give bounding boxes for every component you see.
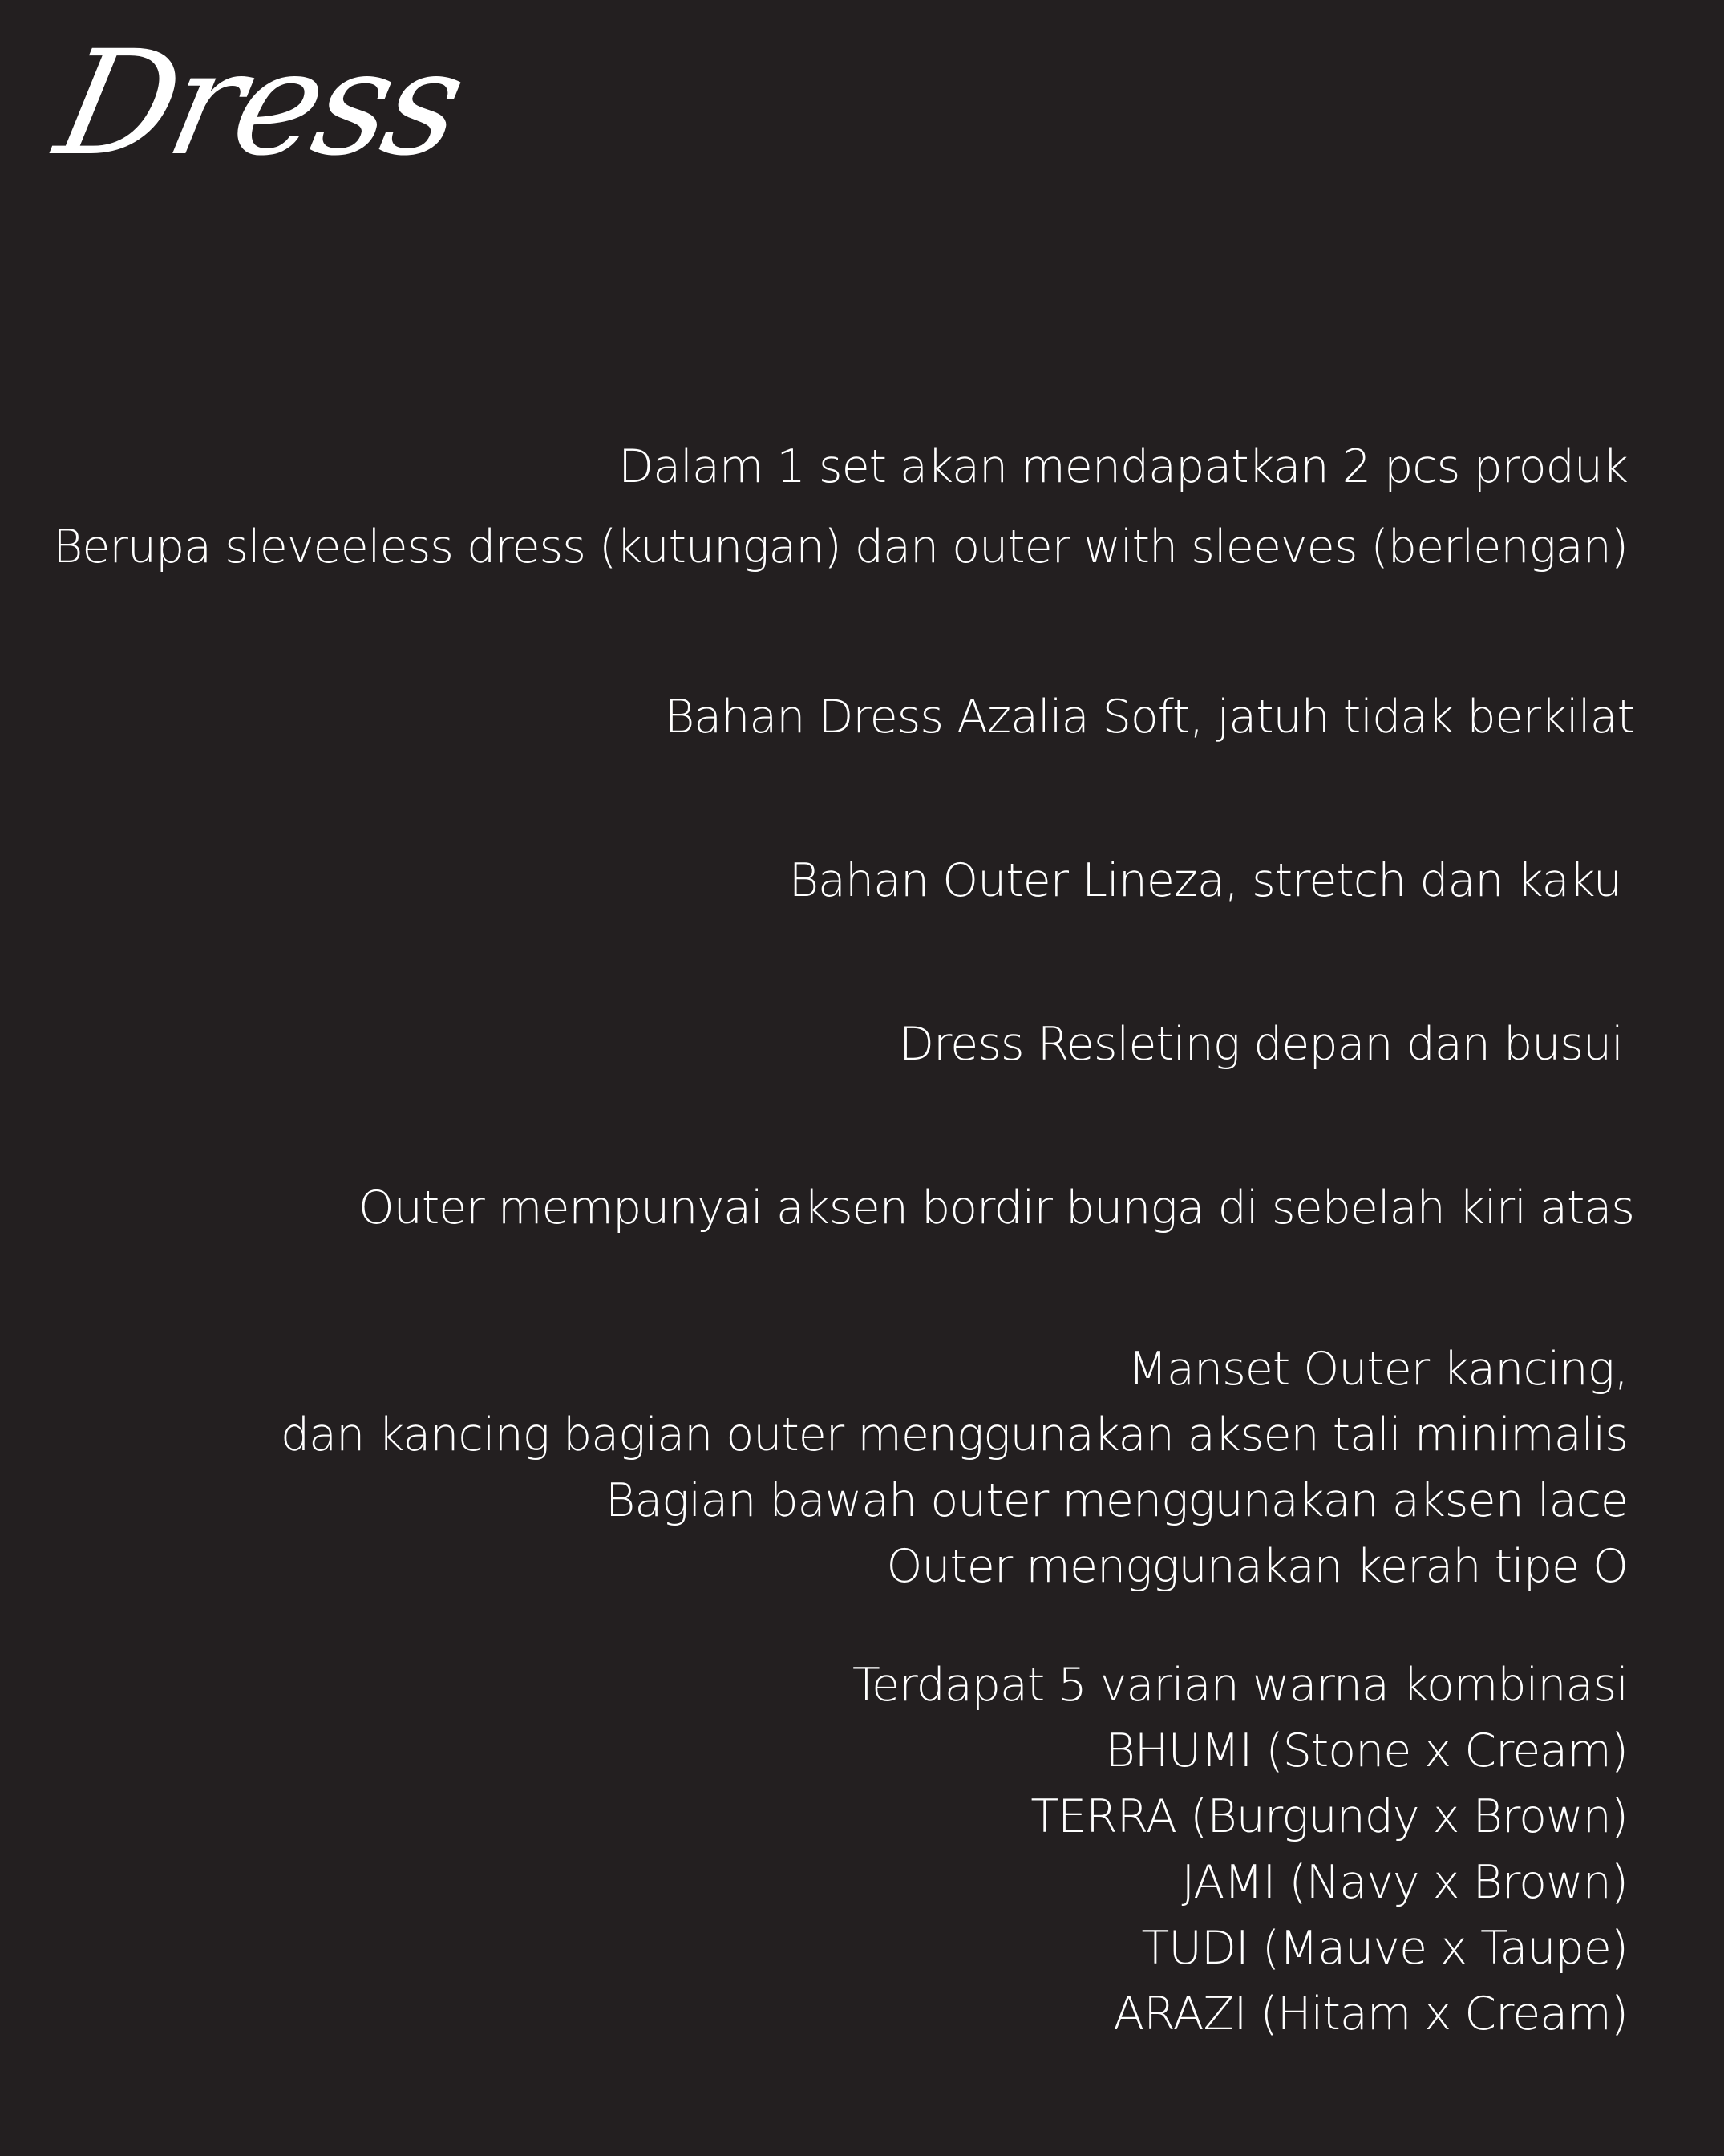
color-variant-item: TUDI (Mauve x Taupe): [1141, 1922, 1628, 1975]
color-variant-item: BHUMI (Stone x Cream): [1105, 1724, 1628, 1777]
description-line: dan kancing bagian outer menggunakan aksen tali minimalis: [281, 1408, 1628, 1461]
set-contents-block: [53, 427, 1628, 587]
color-variant-item: ARAZI (Hitam x Cream): [1113, 1988, 1628, 2040]
description-line: Dalam 1 set akan mendapatkan 2 pcs produk: [618, 440, 1628, 493]
description-line: Bagian bawah outer menggunakan aksen lace: [605, 1474, 1628, 1527]
description-line: Bahan Outer Lineza, stretch dan kaku: [788, 854, 1621, 907]
outer-embroidery-block: [358, 1168, 1634, 1248]
outer-material-block: [789, 841, 1621, 921]
dress-material-block: [665, 677, 1634, 757]
color-variant-item: JAMI (Navy x Brown): [1181, 1856, 1628, 1909]
outer-details-block: [281, 1336, 1628, 1599]
description-line: Outer menggunakan kerah tipe O: [886, 1540, 1628, 1593]
description-line: Dress Resleting depan dan busui: [899, 1018, 1623, 1071]
description-line: Terdapat 5 varian warna kombinasi: [852, 1659, 1628, 1712]
description-line: Manset Outer kancing,: [1127, 1343, 1628, 1396]
color-variants-block: [852, 1652, 1628, 2047]
page-title: Dress: [44, 20, 475, 188]
description-line: Bahan Dress Azalia Soft, jatuh tidak berkilat: [664, 691, 1634, 744]
description-line: Berupa sleveeless dress (kutungan) dan outer with sleeves (berlengan): [53, 521, 1628, 573]
dress-zipper-block: [899, 1004, 1623, 1084]
color-variant-item: TERRA (Burgundy x Brown): [1030, 1790, 1628, 1843]
description-line: Outer mempunyai aksen bordir bunga di sebelah kiri atas: [358, 1181, 1634, 1234]
